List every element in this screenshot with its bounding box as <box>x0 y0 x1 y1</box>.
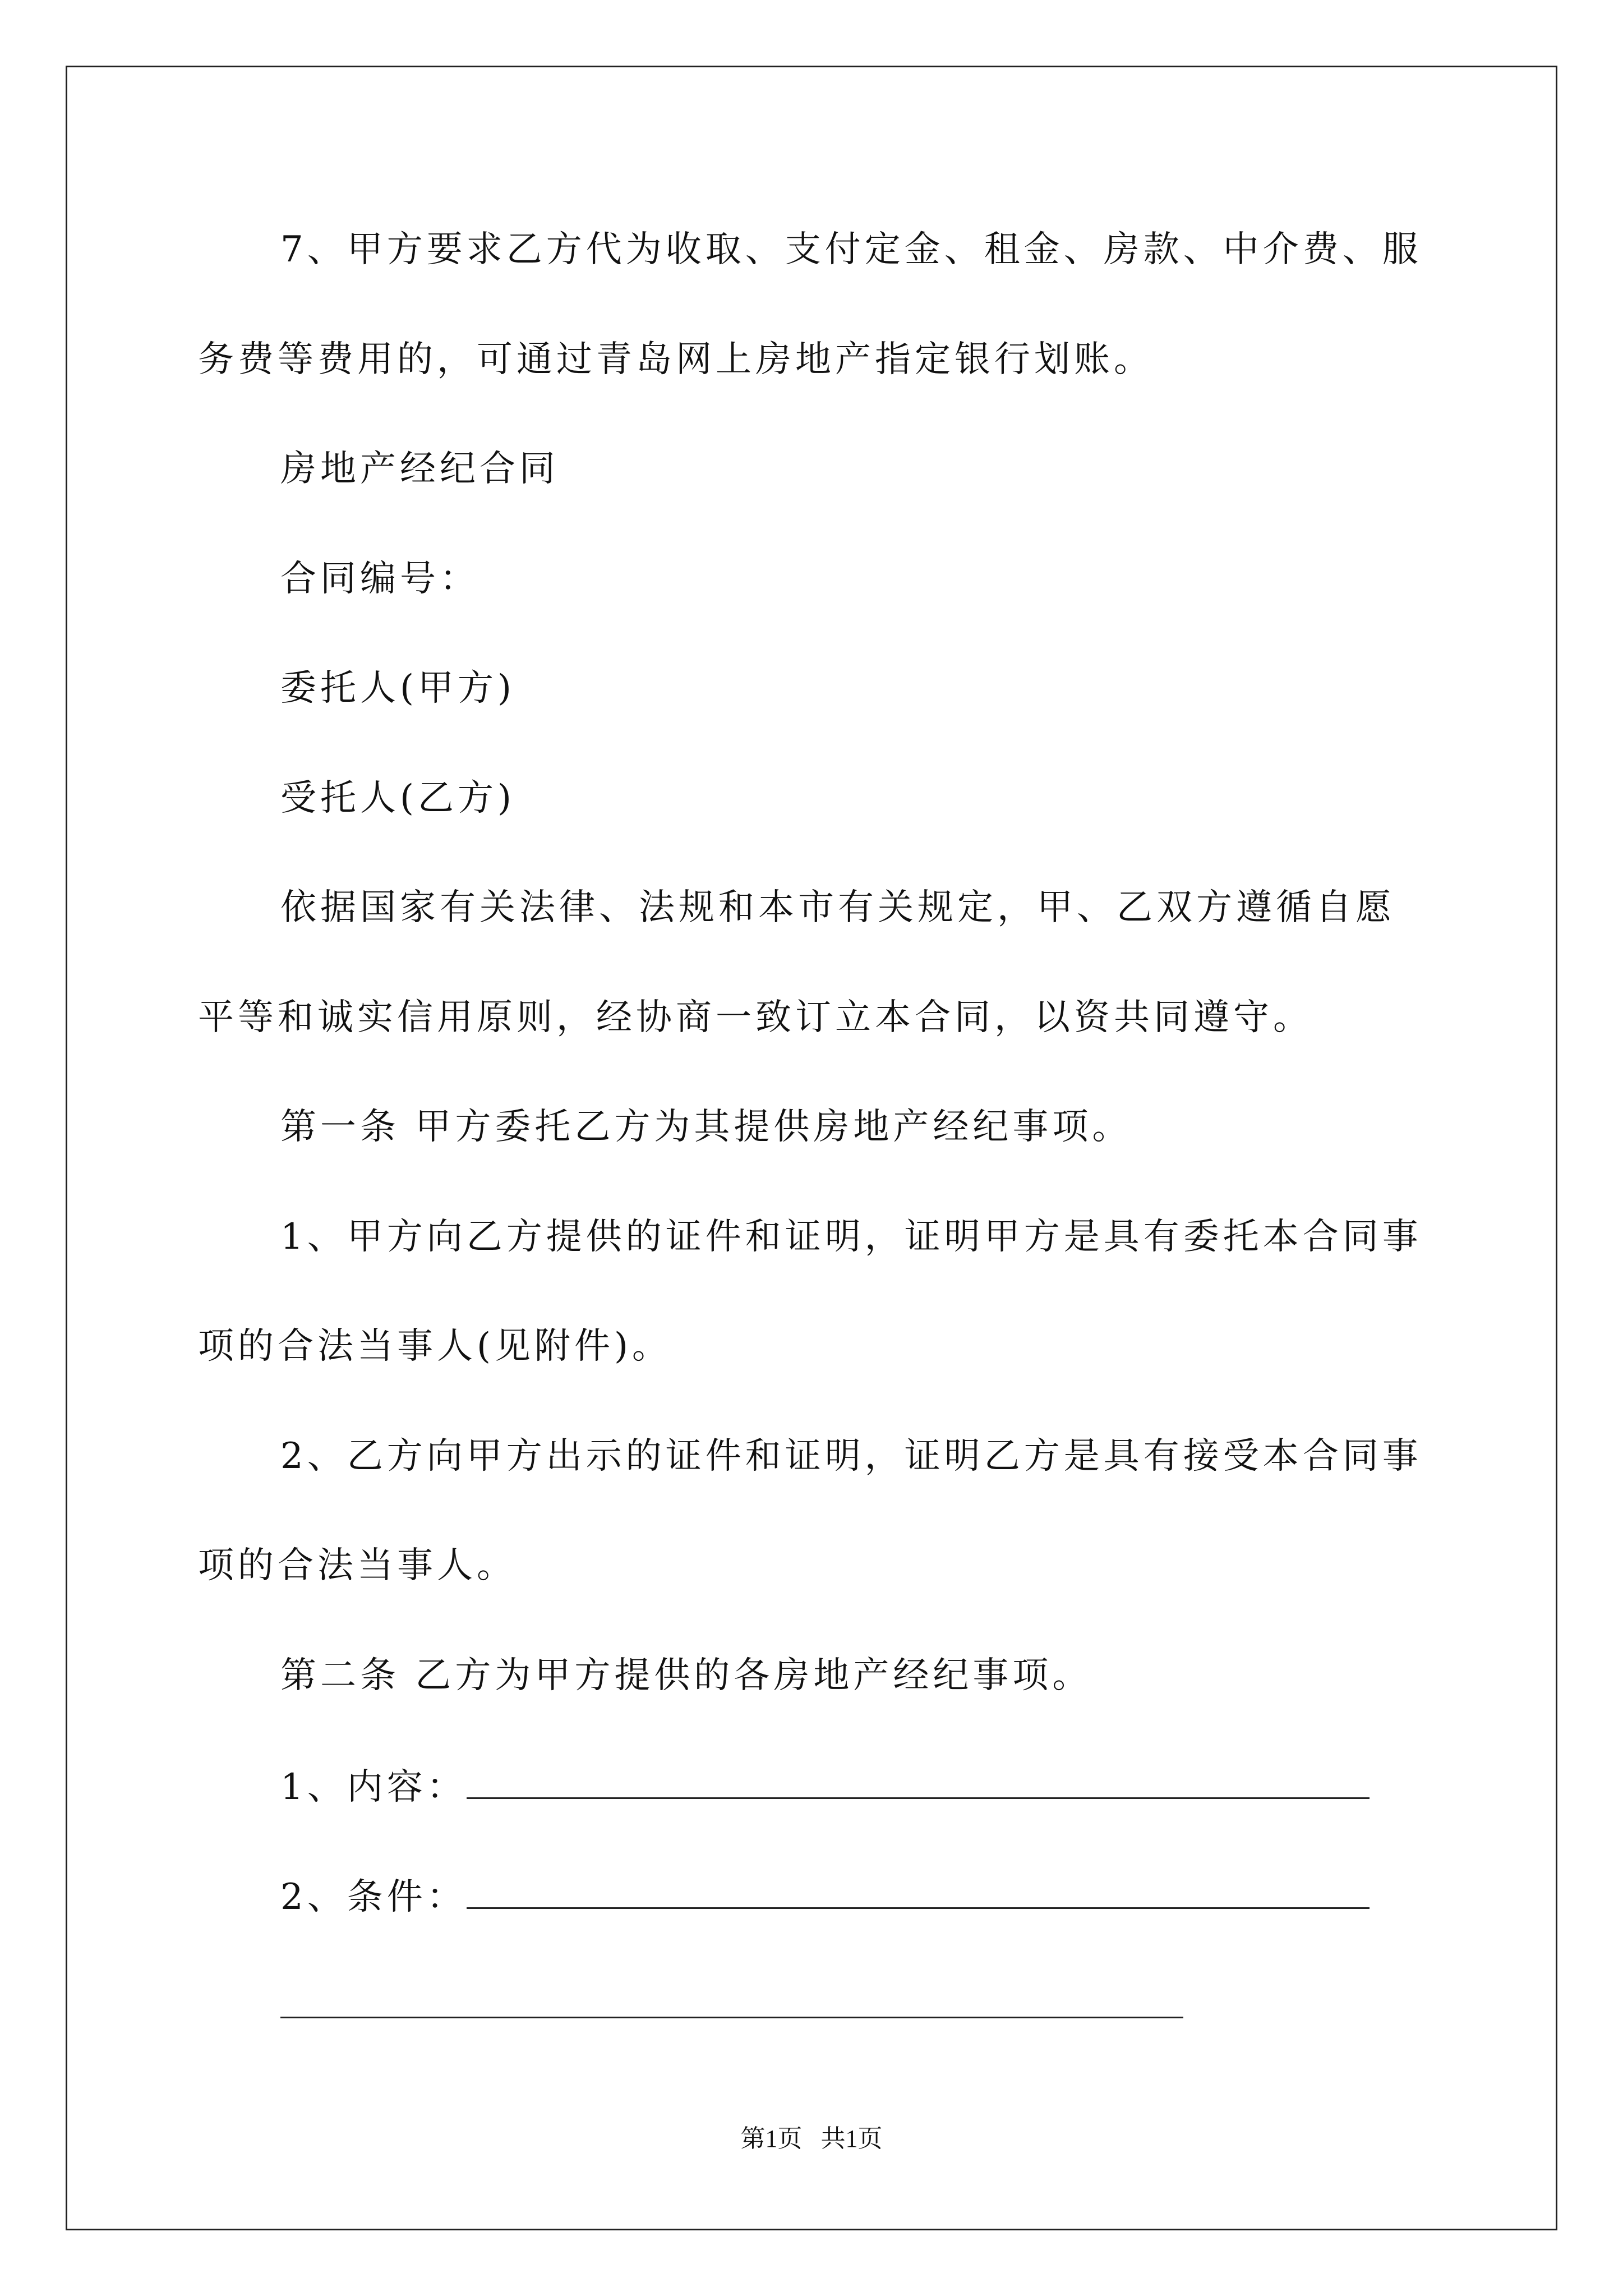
basis-paragraph-line2: 平等和诚实信用原则，经协商一致订立本合同，以资共同遵守。 <box>198 997 1313 1038</box>
content-field-row <box>280 1763 1370 1810</box>
conditions-continuation-row <box>280 1982 1183 2029</box>
page-number: 第1页 <box>740 2125 803 2152</box>
article-1-heading: 第一条 甲方委托乙方为其提供房地产经纪事项。 <box>280 1106 1132 1148</box>
paragraph-item7-line1: 7、甲方要求乙方代为收取、支付定金、租金、房款、中介费、服 <box>280 229 1422 270</box>
conditions-field-row <box>280 1872 1370 1920</box>
content-blank-line[interactable] <box>467 1763 1370 1799</box>
agent-party-b: 受托人(乙方) <box>280 777 515 819</box>
conditions-blank-line-2[interactable] <box>280 1982 1183 2018</box>
article-1-item-2-line1: 2、乙方向甲方出示的证件和证明，证明乙方是具有接受本合同事 <box>280 1435 1422 1477</box>
article-1-item-1-line2: 项的合法当事人(见附件)。 <box>198 1326 672 1367</box>
article-1-item-2-line2: 项的合法当事人。 <box>198 1545 517 1586</box>
page-footer <box>0 2123 1623 2155</box>
contract-number-label: 合同编号： <box>280 558 479 600</box>
article-1-item-1-line1: 1、甲方向乙方提供的证件和证明，证明甲方是具有委托本合同事 <box>280 1216 1422 1258</box>
basis-paragraph-line1: 依据国家有关法律、法规和本市有关规定，甲、乙双方遵循自愿 <box>280 887 1395 928</box>
content-field-label: 1、内容： <box>280 1766 467 1808</box>
page-total: 共1页 <box>820 2125 883 2152</box>
paragraph-item7-line2: 务费等费用的，可通过青岛网上房地产指定银行划账。 <box>198 339 1154 380</box>
article-2-heading: 第二条 乙方为甲方提供的各房地产经纪事项。 <box>280 1655 1092 1696</box>
conditions-field-label: 2、条件： <box>280 1876 467 1918</box>
conditions-blank-line[interactable] <box>467 1872 1370 1909</box>
contract-title: 房地产经纪合同 <box>280 448 559 490</box>
principal-party-a: 委托人(甲方) <box>280 668 515 709</box>
